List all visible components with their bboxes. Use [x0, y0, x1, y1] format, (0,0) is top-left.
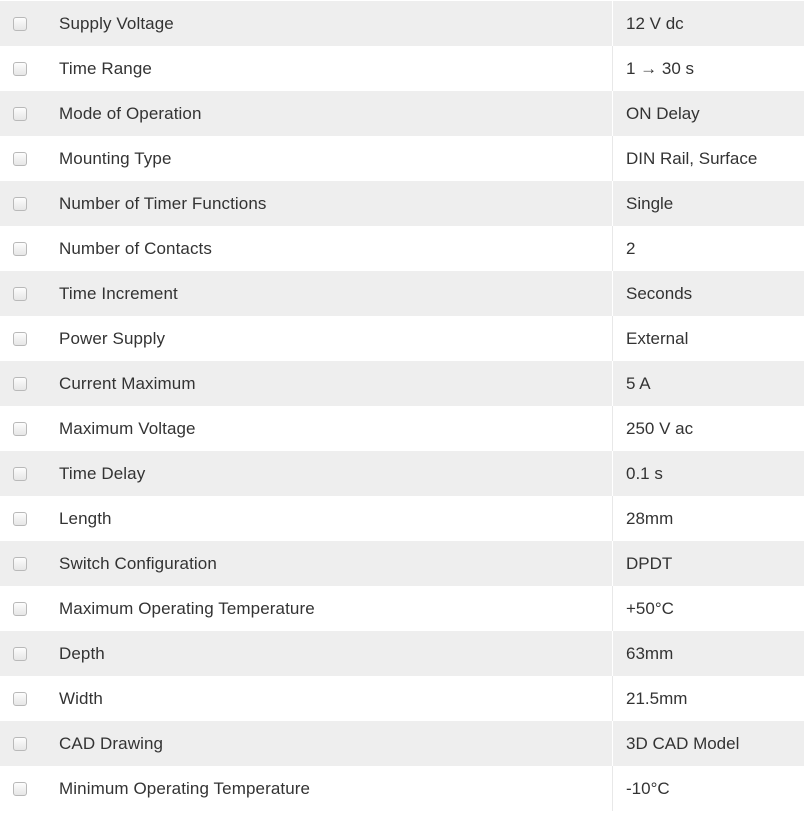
row-checkbox[interactable]	[13, 737, 27, 751]
spec-row	[0, 46, 804, 91]
spec-name: Number of Timer Functions	[59, 193, 267, 213]
spec-value: 21.5mm	[612, 676, 804, 721]
spec-row	[0, 226, 804, 271]
spec-name: Time Increment	[59, 283, 178, 303]
spec-value: 63mm	[612, 631, 804, 676]
row-checkbox[interactable]	[13, 512, 27, 526]
spec-row	[0, 1, 804, 46]
row-checkbox[interactable]	[13, 62, 27, 76]
spec-name: Switch Configuration	[59, 553, 217, 573]
spec-row	[0, 271, 804, 316]
spec-row	[0, 361, 804, 406]
spec-row	[0, 451, 804, 496]
spec-row	[0, 136, 804, 181]
row-checkbox[interactable]	[13, 557, 27, 571]
spec-row	[0, 721, 804, 766]
spec-value: Seconds	[612, 271, 804, 316]
spec-name: Mode of Operation	[59, 103, 202, 123]
spec-row	[0, 496, 804, 541]
spec-value: +50°C	[612, 586, 804, 631]
spec-value: 5 A	[612, 361, 804, 406]
spec-name: Time Delay	[59, 463, 146, 483]
spec-value: 1 → 30 s	[612, 46, 804, 91]
spec-value: 250 V ac	[612, 406, 804, 451]
spec-row	[0, 586, 804, 631]
spec-name: CAD Drawing	[59, 733, 164, 753]
row-checkbox[interactable]	[13, 467, 27, 481]
spec-name: Power Supply	[59, 328, 166, 348]
row-checkbox[interactable]	[13, 602, 27, 616]
spec-row	[0, 181, 804, 226]
spec-value: ON Delay	[612, 91, 804, 136]
row-checkbox[interactable]	[13, 152, 27, 166]
row-checkbox[interactable]	[13, 692, 27, 706]
spec-row	[0, 91, 804, 136]
row-checkbox[interactable]	[13, 17, 27, 31]
spec-value: 2	[612, 226, 804, 271]
spec-value: -10°C	[612, 766, 804, 811]
spec-row	[0, 541, 804, 586]
spec-value: DIN Rail, Surface	[612, 136, 804, 181]
spec-value: Single	[612, 181, 804, 226]
spec-name: Supply Voltage	[59, 13, 174, 33]
row-checkbox[interactable]	[13, 287, 27, 301]
spec-row	[0, 766, 804, 811]
row-checkbox[interactable]	[13, 332, 27, 346]
spec-name: Length	[59, 508, 112, 528]
row-checkbox[interactable]	[13, 647, 27, 661]
spec-value: 3D CAD Model	[612, 721, 804, 766]
spec-row	[0, 676, 804, 721]
row-checkbox[interactable]	[13, 782, 27, 796]
spec-value: 12 V dc	[612, 1, 804, 46]
spec-value: DPDT	[612, 541, 804, 586]
row-checkbox[interactable]	[13, 197, 27, 211]
spec-name: Maximum Operating Temperature	[59, 598, 315, 618]
spec-row	[0, 631, 804, 676]
spec-name: Minimum Operating Temperature	[59, 778, 311, 798]
spec-name: Mounting Type	[59, 148, 172, 168]
spec-name: Current Maximum	[59, 373, 196, 393]
spec-name: Maximum Voltage	[59, 418, 196, 438]
spec-value: External	[612, 316, 804, 361]
row-checkbox[interactable]	[13, 377, 27, 391]
spec-row	[0, 406, 804, 451]
spec-value: 28mm	[612, 496, 804, 541]
row-checkbox[interactable]	[13, 242, 27, 256]
spec-name: Time Range	[59, 58, 152, 78]
specifications-table	[0, 1, 804, 811]
spec-name: Depth	[59, 643, 105, 663]
spec-name: Number of Contacts	[59, 238, 212, 258]
spec-row	[0, 316, 804, 361]
row-checkbox[interactable]	[13, 107, 27, 121]
spec-name: Width	[59, 688, 103, 708]
row-checkbox[interactable]	[13, 422, 27, 436]
spec-value: 0.1 s	[612, 451, 804, 496]
